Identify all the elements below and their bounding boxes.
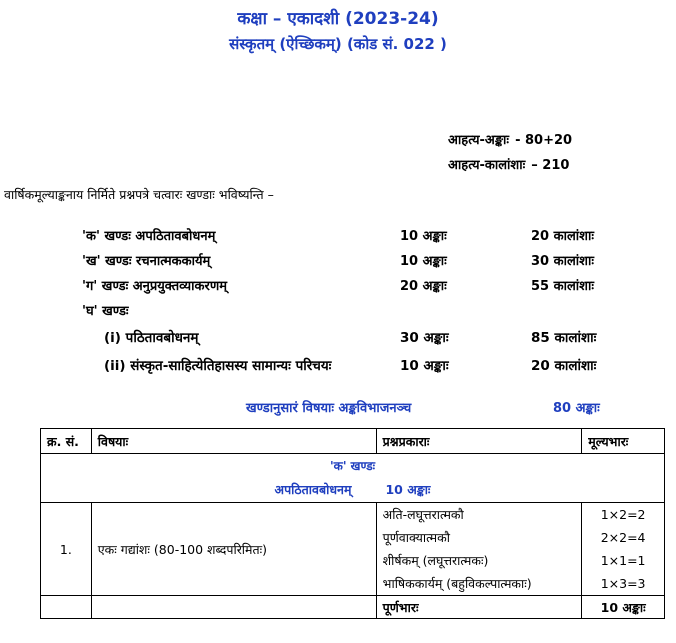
question-type: अति-लघूत्तरात्मकौ — [382, 507, 464, 522]
subsection-periods: 85 कालांशाः — [531, 330, 597, 346]
section-label: 'ख' खण्डः रचनात्मककार्यम् — [82, 254, 211, 269]
class-title: कक्षा – एकादशी (2023-24) — [237, 9, 439, 29]
section-heading-row — [41, 454, 665, 503]
section-marks: 10 अङ्काः — [400, 229, 447, 244]
subsection-label: (ii) संस्कृत-साहित्येतिहासस्य सामान्यः परिचयः — [104, 358, 332, 374]
intro-text: वार्षिकमूल्याङ्कनाय निर्मिते प्रश्नपत्रे चत्वारः खण्डाः भविष्यन्ति – — [4, 187, 274, 202]
total-marks-value: - 80+20 — [515, 133, 573, 148]
marks-table — [40, 428, 665, 619]
section-periods: 20 कालांशाः — [531, 229, 594, 244]
section-periods: 55 कालांशाः — [531, 279, 594, 294]
page-header — [0, 6, 676, 56]
total-marks — [448, 128, 572, 153]
section-row-kha — [0, 249, 676, 274]
subsection-marks: 10 अङ्काः — [400, 358, 449, 374]
total-empty-2 — [91, 596, 376, 619]
subject-title: संस्कृतम् (ऐच्छिकम्) (कोड सं. 022 ) — [229, 35, 447, 53]
row-serial: 1. — [41, 503, 92, 596]
section-name-line — [47, 478, 658, 502]
distribution-label: खण्डानुसारं विषयाः अङ्कविभाजनञ्च — [246, 401, 412, 416]
section-periods: 30 कालांशाः — [531, 254, 594, 269]
header-subject: विषयाः — [91, 429, 376, 454]
section-label: 'क' खण्डः अपठितावबोधनम् — [82, 229, 216, 244]
section-label: 'घ' खण्डः — [82, 304, 129, 319]
section-row-ka — [0, 224, 676, 249]
total-periods-label: आहत्य-कालांशाः — [448, 158, 526, 173]
question-type: शीर्षकम् (लघूत्तरात्मकः) — [382, 553, 489, 568]
question-value: 1×3=3 — [600, 576, 646, 591]
question-type: भाषिककार्यम् (बहुविकल्पात्मकाः) — [382, 576, 532, 591]
table-row — [41, 503, 665, 596]
section-marks: 10 अङ्काः — [385, 482, 431, 497]
total-value: 10 अङ्काः — [582, 596, 665, 619]
total-periods-value: – 210 — [531, 158, 570, 173]
distribution-value: 80 अङ्काः — [553, 401, 600, 416]
section-label: 'ग' खण्डः अनुप्रयुक्तव्याकरणम् — [82, 279, 228, 294]
section-heading-cell — [41, 454, 665, 503]
total-periods — [448, 153, 572, 178]
sections-list — [0, 224, 676, 380]
row-question-types — [376, 503, 582, 596]
total-label: पूर्णभारः — [376, 596, 582, 619]
subsection-label: (i) पठितावबोधनम् — [104, 330, 199, 346]
total-row — [41, 596, 665, 619]
header-serial: क्र. सं. — [41, 429, 92, 454]
section-row-ga — [0, 274, 676, 299]
section-name: अपठितावबोधनम् — [274, 482, 352, 497]
question-value: 1×1=1 — [600, 553, 646, 568]
subsection-marks: 30 अङ्काः — [400, 330, 449, 346]
row-values — [582, 503, 665, 596]
header-question-type: प्रश्नप्रकाराः — [376, 429, 582, 454]
section-marks: 20 अङ्काः — [400, 279, 447, 294]
subsection-row-2 — [0, 352, 676, 380]
subsection-periods: 20 कालांशाः — [531, 358, 597, 374]
section-title: 'क' खण्डः — [329, 459, 376, 473]
question-value: 1×2=2 — [600, 507, 646, 522]
section-row-gha — [0, 299, 676, 324]
totals-block — [448, 128, 572, 178]
total-marks-label: आहत्य-अङ्काः — [448, 133, 510, 148]
question-type: पूर्णवाक्यात्मकौ — [382, 530, 450, 545]
row-subject: एकः गद्यांशः (80-100 शब्दपरिमितः) — [91, 503, 376, 596]
subsection-row-1 — [0, 324, 676, 352]
question-value: 2×2=4 — [600, 530, 646, 545]
total-empty-1 — [41, 596, 92, 619]
table-header-row — [41, 429, 665, 454]
section-marks: 10 अङ्काः — [400, 254, 447, 269]
header-value: मूल्यभारः — [582, 429, 665, 454]
